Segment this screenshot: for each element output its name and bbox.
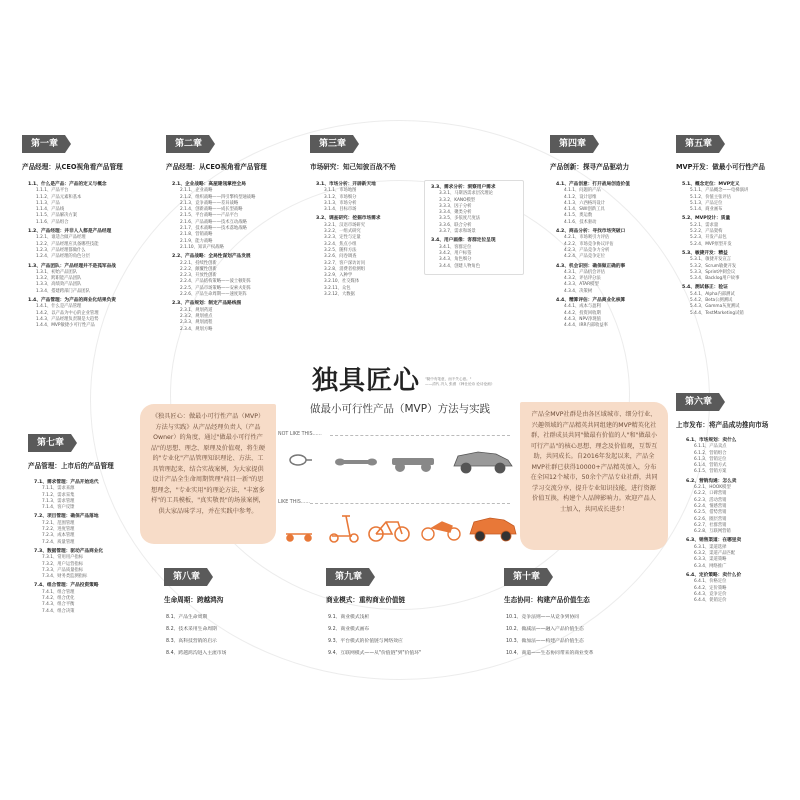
chapter-7-tag[interactable]: 第七章 xyxy=(28,434,71,452)
outline-item[interactable]: 6.4.3、竞争定价 xyxy=(694,591,727,597)
axle-icon xyxy=(335,459,377,466)
quote-line-1: "糙中有笔意，而不失心意。" xyxy=(425,377,472,381)
outline-item[interactable]: 2.1.1、企业战略 xyxy=(180,188,213,194)
chapter-10-outline xyxy=(506,612,666,660)
outline-item[interactable]: 5.2.2、产品架构 xyxy=(690,229,723,235)
outline-item[interactable]: 3.4.2、用户标签 xyxy=(439,250,472,256)
outline-item[interactable]: 6.2.5、借势营销 xyxy=(694,510,727,516)
chapter-3-outline xyxy=(316,182,416,298)
chapter-10-tag[interactable]: 第十章 xyxy=(504,568,547,586)
outline-item[interactable]: 1.1.2、产品元素和基本 xyxy=(36,194,82,200)
outline-item[interactable]: 5.3.1、敏捷开发宣言 xyxy=(690,257,732,263)
chapter-4-tag[interactable]: 第四章 xyxy=(550,135,593,153)
section-heading[interactable]: 2.3、产品规划：制定产品路线图 xyxy=(172,301,242,307)
not-like-this-label: NOT LIKE THIS...... xyxy=(278,432,322,437)
outline-item[interactable]: 3.3.4、聚类分析 xyxy=(439,210,472,216)
outline-item[interactable]: 10.4、商道——生态协同带来的商业变革 xyxy=(506,651,594,656)
outline-item[interactable]: 10.3、做加法——构建产品价值生态 xyxy=(506,639,584,644)
outline-item[interactable]: 7.1.2、需求采集 xyxy=(42,492,75,498)
outline-item[interactable]: 3.2.5、随样方法 xyxy=(324,247,357,253)
outline-item[interactable]: 4.4.1、成本与盈利 xyxy=(564,304,601,310)
section-heading[interactable]: 7.3、数据管理：驱动产品商业化 xyxy=(34,548,104,554)
chapter-3-title: 市场研究：知己知彼百战不殆 xyxy=(310,163,396,171)
outline-item[interactable]: 6.4.1、价格定位 xyxy=(694,579,727,585)
outline-item[interactable]: 7.2.4、质量管理 xyxy=(42,539,75,545)
section-heading[interactable]: 6.3、销售渠道：在哪里卖 xyxy=(686,538,742,544)
outline-item[interactable]: 6.1.3、营销定位 xyxy=(694,456,727,462)
chapter-8-outline xyxy=(166,612,286,660)
outline-item[interactable]: 1.1.6、产品组合 xyxy=(36,219,69,225)
outline-item[interactable]: 4.1.2、设计思维 xyxy=(564,194,597,200)
section-heading[interactable]: 7.4、组合管理：产品投资策略 xyxy=(34,583,99,589)
outline-item[interactable]: 4.4.3、NPV净现值 xyxy=(564,316,601,322)
outline-item[interactable]: 2.2.4、产品结构策略——波士顿矩阵 xyxy=(180,279,252,285)
outline-item[interactable]: 5.3.2、Scrum敏捷开发 xyxy=(690,263,737,269)
outline-item[interactable]: 3.4.3、角色细分 xyxy=(439,257,472,263)
chapter-4-outline xyxy=(556,182,666,330)
outline-item[interactable]: 6.1.2、营销组合 xyxy=(694,450,727,456)
outline-item[interactable]: 1.1.1、产品平台 xyxy=(36,188,69,194)
chapter-5-tag[interactable]: 第五章 xyxy=(676,135,719,153)
outline-item[interactable]: 3.2.9、入种学 xyxy=(324,273,353,279)
section-heading[interactable]: 7.1、需求管理：产品开始迭代 xyxy=(34,480,99,485)
divider-line xyxy=(330,435,510,436)
outline-item[interactable]: 6.3.1、渠道选择 xyxy=(694,544,727,550)
outline-item[interactable]: 5.2.3、开发产品包 xyxy=(690,235,727,241)
section-heading[interactable]: 4.3、机会识别：确保做正确的事 xyxy=(556,263,626,269)
section-heading[interactable]: 5.1、概念定位：MVP定义 xyxy=(682,182,740,187)
outline-item[interactable]: 8.2、技术采用生命周期 xyxy=(166,627,217,632)
outline-item[interactable]: 4.1.5、奥运数 xyxy=(564,213,593,219)
outline-item[interactable]: 9.1、商业模式浅析 xyxy=(328,615,370,620)
outline-item[interactable]: 5.1.4、商业画布 xyxy=(690,207,723,213)
outline-item[interactable]: 3.3.6、联合分析 xyxy=(439,222,472,228)
outline-item[interactable]: 4.2.3、产品竞争力分析 xyxy=(564,247,610,253)
scooter-icon xyxy=(330,516,358,542)
outline-item[interactable]: 3.2.4、焦点小组 xyxy=(324,241,357,247)
outline-item[interactable]: 1.2.3、产品经理都做什么 xyxy=(36,247,86,253)
bicycle-icon xyxy=(369,522,409,541)
outline-item[interactable]: 5.1.3、产品定位 xyxy=(690,200,723,206)
outline-item[interactable]: 1.1.5、产品解决方案 xyxy=(36,213,78,219)
outline-item[interactable]: 2.1.10、知识产权战略 xyxy=(180,244,224,250)
section-heading[interactable]: 4.2、商品分析：寻找市场突破口 xyxy=(556,229,626,235)
outline-item[interactable]: 6.4.4、促销定价 xyxy=(694,598,727,604)
chapter-5-outline xyxy=(682,182,794,317)
outline-item[interactable]: 3.4.4、创建人物角色 xyxy=(439,263,481,269)
chapter-2-title: 产品经理：从CEO视角看产品管理 xyxy=(166,163,267,171)
outline-item[interactable]: 10.2、做减法——融入产品价值生态 xyxy=(506,627,584,632)
outline-item[interactable]: 4.3.3、ATAR模型 xyxy=(564,282,599,288)
section-heading[interactable]: 6.2、营销沟通：怎么卖 xyxy=(686,478,737,484)
outline-item[interactable]: 4.1.6、技术驱动 xyxy=(564,219,597,225)
outline-item[interactable]: 4.2.4、产品竞争定位 xyxy=(564,254,606,260)
outline-item[interactable]: 2.2.5、产品市场策略——安索夫矩阵 xyxy=(180,285,252,291)
outline-item[interactable]: 7.3.4、财务类监测指标 xyxy=(42,574,88,580)
outline-item[interactable]: 9.4、互联网模式——从"价值链"到"价值环" xyxy=(328,651,422,656)
outline-item[interactable]: 6.2.1、HOOK模型 xyxy=(694,485,731,491)
outline-item[interactable]: 5.4.4、TestMarketing试销 xyxy=(690,310,744,316)
motorcycle-icon xyxy=(422,522,460,540)
outline-item[interactable]: 1.1.3、产品 xyxy=(36,200,60,206)
outline-item[interactable]: 9.3、平台模式的价值链与网络效应 xyxy=(328,639,403,644)
outline-item[interactable]: 3.4.1、客群定位 xyxy=(439,244,472,250)
outline-item[interactable]: 1.4.2、以产品为中心的企业管理 xyxy=(36,310,99,316)
outline-item[interactable]: 4.2.1、市场吸引力评估 xyxy=(564,235,610,241)
outline-item[interactable]: 5.2.1、需求量 xyxy=(690,222,719,228)
outline-item[interactable]: 5.2.4、MVP原型开发 xyxy=(690,241,732,247)
outline-item[interactable]: 7.3.2、用户运营指标 xyxy=(42,561,84,567)
outline-item[interactable]: 2.1.3、竞争战略——差异战略 xyxy=(180,200,239,206)
chapter-1-tag[interactable]: 第一章 xyxy=(22,135,65,153)
outline-item[interactable]: 1.3.4、搭建跨部门产品团队 xyxy=(36,288,90,294)
outline-item[interactable]: 5.4.1、Alpha内部测试 xyxy=(690,291,735,297)
outline-item[interactable]: 7.4.1、组合管理 xyxy=(42,589,75,595)
section-heading[interactable]: 2.1、企业战略：高屋建瓴掌控全局 xyxy=(172,182,246,187)
chapter-5-title: MVP开发：做最小可行性产品 xyxy=(676,163,766,171)
divider-line xyxy=(310,503,510,504)
outline-item[interactable]: 6.1.4、营销方式 xyxy=(694,463,727,469)
outline-item[interactable]: 4.2.2、市场竞争协议评估 xyxy=(564,241,614,247)
section-heading[interactable]: 1.3、产品团队：产品经理并不是孤军奋战 xyxy=(28,263,116,269)
outline-item[interactable]: 6.3.3、渠道策略 xyxy=(694,557,727,563)
outline-item[interactable]: 6.1.5、营销方案 xyxy=(694,469,727,475)
outline-item[interactable]: 3.2.3、定性与定量 xyxy=(324,235,361,241)
outline-item[interactable]: 7.4.4、组合决策 xyxy=(42,608,75,614)
outline-item[interactable]: 3.3.3、因子分析 xyxy=(439,203,472,209)
section-heading[interactable]: 2.2、产品战略：全局性谋划产品发展 xyxy=(172,254,251,260)
outline-item[interactable]: 3.3.7、需求和场景 xyxy=(439,229,476,235)
outline-item[interactable]: 3.3.2、KANO模型 xyxy=(439,197,476,203)
section-heading[interactable]: 5.2、MVP设计：质量 xyxy=(682,216,731,222)
chapter-1-outline xyxy=(28,182,156,330)
chapter-10-title: 生态协同：构建产品价值生态 xyxy=(504,596,590,604)
outline-item[interactable]: 7.4.3、组合平衡 xyxy=(42,602,75,608)
section-heading[interactable]: 5.4、测试修正：验证 xyxy=(682,285,728,291)
outline-item[interactable]: 5.4.2、Beta公测测试 xyxy=(690,298,733,304)
outline-item[interactable]: 5.1.1、产品概念——电梯演讲 xyxy=(690,188,749,194)
outline-item[interactable]: 3.1.2、市场细分 xyxy=(324,194,357,200)
outline-item[interactable]: 4.1.4、SWI创新工具 xyxy=(564,207,605,213)
outline-item[interactable]: 6.4.2、定价策略 xyxy=(694,585,727,591)
outline-item[interactable]: 1.3.1、初始产品团队 xyxy=(36,269,78,275)
section-heading[interactable]: 1.1、什么是产品：产品的定义与概念 xyxy=(28,182,107,187)
quote-line-2: ——清代 冯人 张潜 《韩仕论诗 论诗论画》 xyxy=(425,382,495,386)
outline-item[interactable]: 8.1、产品生命周期 xyxy=(166,615,208,620)
outline-item[interactable]: 7.1.4、客户反馈 xyxy=(42,505,75,511)
skateboard-icon xyxy=(286,534,312,541)
outline-item[interactable]: 2.1.4、创新战略——成长型战略 xyxy=(180,207,243,213)
section-heading[interactable]: 3.3、需求分析：洞察用户需求 xyxy=(431,185,496,190)
book-subtitle: 做最小可行性产品（MVP）方法与实践 xyxy=(310,403,491,415)
book-title: 独具匠心 xyxy=(312,366,421,396)
outline-item[interactable]: 7.2.2、进度管理 xyxy=(42,527,75,533)
outline-item[interactable]: 1.4.4、MVP敏捷小可行性产品 xyxy=(36,323,95,329)
outline-item[interactable]: 6.2.3、活动营销 xyxy=(694,497,727,503)
section-heading[interactable]: 3.2、调查研究：挖掘市场需求 xyxy=(316,216,381,222)
outline-item[interactable]: 3.1.1、市场地图 xyxy=(324,188,357,194)
outline-item[interactable]: 3.2.1、汉语市场研究 xyxy=(324,222,366,228)
outline-item[interactable]: 6.3.2、渠道产品匹配 xyxy=(694,551,736,557)
outline-item[interactable]: 5.3.4、Backlog用户故事 xyxy=(690,276,740,282)
outline-item[interactable]: 1.2.1、谁适合做产品经理 xyxy=(36,235,86,241)
section-heading[interactable]: 6.1、市场规划：卖什么 xyxy=(686,438,737,443)
wheel-icon xyxy=(290,455,312,465)
outline-item[interactable]: 10.1、竞争法则——从竞争到协同 xyxy=(506,615,580,620)
outline-item[interactable]: 4.1.1、问题的产品 xyxy=(564,188,601,194)
chapter-1-title: 产品经理：从CEO视角看产品管理 xyxy=(22,163,123,171)
chapter-3-tag[interactable]: 第三章 xyxy=(310,135,353,153)
outline-item[interactable]: 7.2.3、成本管理 xyxy=(42,533,75,539)
outline-item[interactable]: 4.4.4、IRR内部收益率 xyxy=(564,323,608,329)
outline-item[interactable]: 2.2.2、颠覆性创新 xyxy=(180,266,217,272)
outline-item[interactable]: 2.2.1、持续性创新 xyxy=(180,260,217,266)
outline-item[interactable]: 2.1.9、能力战略 xyxy=(180,238,213,244)
not-like-this-illustration xyxy=(282,440,518,480)
chapter-8-tag[interactable]: 第八章 xyxy=(164,568,207,586)
outline-item[interactable]: 3.3.5、多依度尺度法 xyxy=(439,216,481,222)
outline-item[interactable]: 3.3.1、马斯洛需求层次理论 xyxy=(439,191,493,197)
outline-item[interactable]: 1.4.1、什么是产品管理 xyxy=(36,304,82,310)
chapter-6-title: 上市发布：将产品成功推向市场 xyxy=(676,421,769,429)
outline-item[interactable]: 7.3.3、产品质量指标 xyxy=(42,567,84,573)
chapter-8-title: 生命周期：跨越鸿沟 xyxy=(164,596,224,604)
outline-item[interactable]: 3.1.3、市场分析 xyxy=(324,200,357,206)
outline-item[interactable]: 4.1.3、六西格玛设计 xyxy=(564,200,606,206)
chapter-9-outline xyxy=(328,612,478,660)
outline-item[interactable]: 8.3、高科技营销的启示 xyxy=(166,639,217,644)
outline-item[interactable]: 3.2.6、问卷调查 xyxy=(324,254,357,260)
chapter-2-outline xyxy=(172,182,300,333)
outline-item[interactable]: 2.1.8、营销战略 xyxy=(180,232,213,238)
outline-item[interactable]: 3.2.2、一组式研究 xyxy=(324,229,361,235)
chapter-9-tag[interactable]: 第九章 xyxy=(326,568,369,586)
like-this-illustration xyxy=(282,506,518,546)
chapter-6-outline xyxy=(686,438,794,604)
outline-item[interactable]: 6.3.4、网络推广 xyxy=(694,563,727,569)
like-this-label: LIKE THIS...... xyxy=(278,500,310,505)
outline-item[interactable]: 5.4.3、Gamma灰度测试 xyxy=(690,304,740,310)
outline-item[interactable]: 2.2.3、开放性创新 xyxy=(180,273,217,279)
chapter-9-title: 商业模式：重构商业价值链 xyxy=(326,596,406,604)
section-heading[interactable]: 4.1、产品创意：打开战局创造价值 xyxy=(556,182,630,187)
outline-item[interactable]: 3.2.12、大数据 xyxy=(324,292,355,298)
community-intro-panel: 产品全MVP社群是由各区域城市、细分行业、兴趣领域的产品精英共同组建的MVP精英化社群，社群成员共同"做最有价值的人"和"做最小可行产品"的核心思想、理念及价值观，互帮互助，共同成长。自2016年发起以来，产品全MVP社群已获得10000+产品精英加入，分布在全国12个城市，50余个产品专业社群，共同学习交流分享，提升专业知识技能，进行资源价值互换，构建个人品牌影响力。欢迎产品人士加入，共同成长进步！ xyxy=(520,402,668,550)
section-heading[interactable]: 3.4、用户画像：客群定位呈现 xyxy=(431,238,496,244)
car-icon xyxy=(470,518,516,541)
outline-item[interactable]: 2.3.4、规划方略 xyxy=(180,326,213,332)
outline-item[interactable]: 6.1.1、产品卖点 xyxy=(694,444,727,450)
outline-item[interactable]: 7.3.1、常用用户指标 xyxy=(42,555,84,561)
outline-item[interactable]: 2.3.3、规划流程 xyxy=(180,320,213,326)
outline-item[interactable]: 5.3.3、Sprint冲刺会议 xyxy=(690,269,736,275)
section-heading[interactable]: 7.2、项目管理：确保产品落地 xyxy=(34,514,99,520)
section-heading[interactable]: 5.3、敏捷开发：精益 xyxy=(682,250,728,256)
outline-item[interactable]: 2.3.2、规划重点 xyxy=(180,313,213,319)
car-icon xyxy=(454,452,512,473)
outline-item[interactable]: 1.2.4、产品经理的角色分层 xyxy=(36,254,90,260)
outline-item[interactable]: 2.2.6、产品生命周期——速度矩阵 xyxy=(180,292,247,298)
section-heading[interactable]: 1.2、产品经理：并非人人都是产品经理 xyxy=(28,229,112,235)
chapter-7-title: 产品管理：上市后的产品管理 xyxy=(28,462,114,470)
chassis-icon xyxy=(392,458,434,472)
outline-item[interactable]: 6.2.7、社群营销 xyxy=(694,522,727,528)
section-heading[interactable]: 3.1、市场分析：开辟新天地 xyxy=(316,182,376,187)
outline-item[interactable]: 1.3.2、跨职能产品团队 xyxy=(36,276,82,282)
outline-item[interactable]: 1.2.2、产品经理应具备哪些技能 xyxy=(36,241,99,247)
outline-item[interactable]: 3.2.7、客户深访访问 xyxy=(324,260,366,266)
section-heading[interactable]: 4.4、精算评估：产品商业化核算 xyxy=(556,298,626,304)
chapter-2-tag[interactable]: 第二章 xyxy=(166,135,209,153)
outline-item[interactable]: 4.3.4、决策树 xyxy=(564,288,593,294)
outline-item[interactable]: 3.2.10、社交媒体 xyxy=(324,279,360,285)
chapter-3-outline-continued xyxy=(424,180,524,275)
title-quote xyxy=(425,377,494,387)
outline-item[interactable]: 2.1.7、技术战略——技术落地战略 xyxy=(180,226,247,232)
section-heading[interactable]: 6.4、定价策略：卖什么价 xyxy=(686,572,742,578)
outline-item[interactable]: 3.2.8、消费者检测组 xyxy=(324,266,366,272)
outline-item[interactable]: 2.1.6、产品战略——技术互动战略 xyxy=(180,219,247,225)
outline-item[interactable]: 7.4.2、组合优化 xyxy=(42,596,75,602)
outline-item[interactable]: 8.4、跨越鸿沟进入主流市场 xyxy=(166,651,227,656)
outline-item[interactable]: 4.3.1、产品机会评估 xyxy=(564,269,606,275)
outline-item[interactable]: 3.2.11、众包 xyxy=(324,285,351,291)
outline-item[interactable]: 3.1.4、目标市场 xyxy=(324,207,357,213)
outline-item[interactable]: 7.1.1、需求来源 xyxy=(42,486,75,492)
outline-item[interactable]: 9.2、商业模式画布 xyxy=(328,627,370,632)
outline-item[interactable]: 1.1.4、产品线 xyxy=(36,207,65,213)
outline-item[interactable]: 1.3.3、高绩效产品团队 xyxy=(36,282,82,288)
outline-item[interactable]: 2.1.5、平台战略——产品平台 xyxy=(180,213,239,219)
outline-item[interactable]: 6.2.6、圈层营销 xyxy=(694,516,727,522)
outline-item[interactable]: 6.2.2、口碑营销 xyxy=(694,491,727,497)
outline-item[interactable]: 6.2.4、情感营销 xyxy=(694,503,727,509)
outline-item[interactable]: 7.2.1、范围管理 xyxy=(42,520,75,526)
outline-item[interactable]: 2.1.2、组织战略——四引擎构型通战略 xyxy=(180,194,256,200)
chapter-6-tag[interactable]: 第六章 xyxy=(676,393,719,411)
chapter-4-title: 产品创新：探寻产品驱动力 xyxy=(550,163,630,171)
outline-item[interactable]: 4.4.2、投资回收期 xyxy=(564,310,601,316)
outline-item[interactable]: 6.2.8、互联网营销 xyxy=(694,529,731,535)
outline-item[interactable]: 5.1.2、价值主张评估 xyxy=(690,194,732,200)
outline-item[interactable]: 1.4.3、产品经理负责制是大趋势 xyxy=(36,316,99,322)
outline-item[interactable]: 2.3.1、规划药道 xyxy=(180,307,213,313)
outline-item[interactable]: 7.1.3、需求管理 xyxy=(42,498,75,504)
section-heading[interactable]: 1.4、产品管理：为产品的商业化结果负责 xyxy=(28,298,116,304)
book-intro-panel: 《独具匠心：做最小可行性产品（MVP）方法与实践》从产品经理负责人（产品Owner）的角度，通过"做最小可行性产品"的思想、理念、原理及价值观，将生硬的"专业化"产品管理知识理论、方法、工具管理起来，结合实战案例，为大家提供设计产品全生命周期管理"荷目一新"的思想理念，"专业实用"的理论方法，"丰富多样"的工具模板，"真实敬畏"的场景案例，供大家品味学习，并在实践中参考。 xyxy=(140,404,276,544)
outline-item[interactable]: 4.3.2、评估评分法 xyxy=(564,276,601,282)
